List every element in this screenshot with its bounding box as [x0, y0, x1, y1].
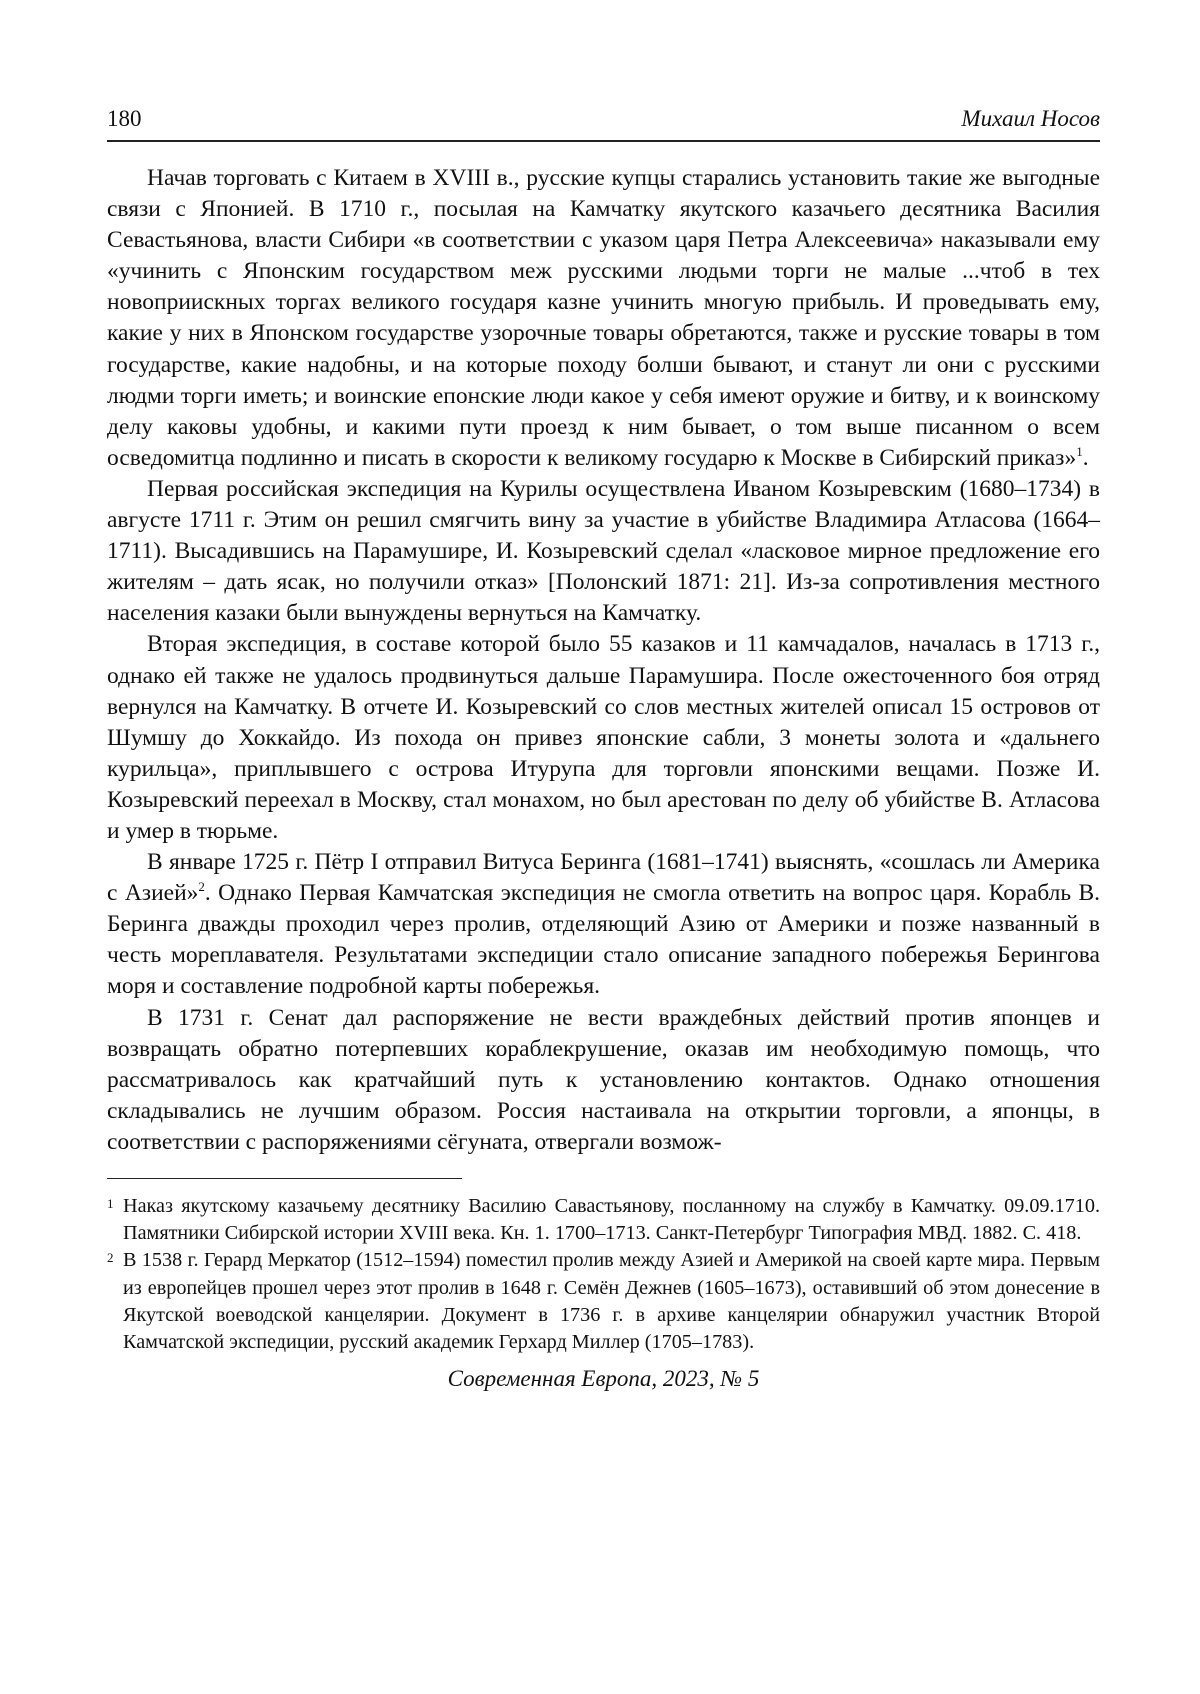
footnote-1 — [107, 1193, 1100, 1247]
footnote-mark: 1 — [107, 1196, 114, 1211]
footnote-mark: 2 — [107, 1250, 114, 1266]
paragraph-4 — [107, 847, 1100, 1002]
footnote-2 — [107, 1247, 1100, 1356]
footnote-divider — [107, 1178, 462, 1179]
paragraph-1 — [107, 163, 1100, 474]
paragraph-text-tail: . Однако Первая Камчатская экспедиция не смогла ответить на вопрос царя. Корабль В. Беринга дважды проходил через пролив, отделяющий Азию от Америки и позже названный в честь мореплавателя. Результатами экспедиции стало описание западного побережья Берингова моря и составление подробной карты побережья. — [107, 880, 1100, 1000]
footnote-ref-2[interactable]: 2 — [198, 879, 205, 895]
paragraph-2 — [107, 474, 1100, 629]
footnote-ref-1[interactable]: 1 — [1076, 444, 1083, 460]
page-number: 180 — [107, 106, 142, 131]
footnote-text: Наказ якутскому казачьему десятнику Василию Савастьянову, посланному на службу в Камчатку. 09.09.1710. Памятники Сибирской истории XVIII века. Кн. 1. 1700–1713. Санкт-Петербург Типография МВД. 1882. С. 418. — [123, 1195, 1100, 1245]
footnotes — [107, 1193, 1100, 1356]
paragraph-text: В 1731 г. Сенат дал распоряжение не вести враждебных действий против японцев и возвращать обратно потерпевших кораблекрушение, оказав им необходимую помощь, что рассматривалось как кратчайший путь к установлению контактов. Однако отношения складывались не лучшим образом. Россия настаивала на открытии торговли, а японцы, в соответствии с распоряжениями сёгуната, отвергали возмож- — [107, 1004, 1100, 1155]
author-name: Михаил Носов — [961, 106, 1100, 131]
article-body — [107, 163, 1100, 1158]
paragraph-text: Начав торговать с Китаем в XVIII в., русские купцы старались установить такие же выгодные связи с Японией. В 1710 г., посылая на Камчатку якутского казачьего десятника Василия Севастьянова, власти Сибири «в соответствии с указом царя Петра Алексеевича» наказывали ему «учинить с Японским государством меж русскими людьми торги не малые ...чтоб в тех новоприискных торгах великого государя казне учинить многую прибыль. И проведывать ему, какие у них в Японском государстве узорочные товары обретаются, также и русские товары в том государстве, какие надобны, и на которые походу болши бывают, и станут ли они с русскими людми торги иметь; и воинские епонские люди какое у себя имеют оружие и битву, и к воинскому делу каковы удобны, и какими пути проезд к ним бывает, о том выше писанном о всем осведомитца подлинно и писать в скорости к великому государю к Москве в Сибирский приказ» — [107, 165, 1100, 471]
journal-page — [107, 100, 1100, 1392]
paragraph-text-tail: . — [1082, 444, 1089, 471]
journal-footer: Современная Европа, 2023, № 5 — [447, 1366, 760, 1392]
running-header — [107, 100, 1100, 142]
paragraph-3 — [107, 629, 1100, 847]
paragraph-text: Вторая экспедиция, в составе которой было 55 казаков и 11 камчадалов, началась в 1713 г., однако ей также не удалось продвинуться дальше Парамушира. После ожесточенного боя отряд вернулся на Камчатку. В отчете И. Козыревский со слов местных жителей описал 15 островов от Шумшу до Хоккайдо. Из похода он привез японские сабли, 3 монеты золота и «дальнего курильца», приплывшего с острова Итурупа для торговли японскими вещами. Позже И. Козыревский переехал в Москву, стал монахом, но был арестован по делу об убийстве В. Атласова и умер в тюрьме. — [107, 631, 1100, 844]
footnote-text: В 1538 г. Герард Меркатор (1512–1594) поместил пролив между Азией и Америкой на своей карте мира. Первым из европейцев прошел через этот пролив в 1648 г. Семён Дежнев (1605–1673), оставивший об этом донесение в Якутской воеводской канцелярии. Документ в 1736 г. в архиве канцелярии обнаружил участник Второй Камчатской экспедиции, русский академик Герхард Миллер (1705–1783). — [123, 1249, 1100, 1354]
paragraph-text: Первая российская экспедиция на Курилы осуществлена Иваном Козыревским (1680–1734) в августе 1711 г. Этим он решил смягчить вину за участие в убийстве Владимира Атласова (1664–1711). Высадившись на Парамушире, И. Козыревский сделал «ласковое мирное предложение его жителям – дать ясак, но получили отказ» [Полонский 1871: 21]. Из-за сопротивления местного населения казаки были вынуждены вернуться на Камчатку. — [107, 475, 1100, 627]
paragraph-5 — [107, 1003, 1100, 1158]
paragraph-text: В январе 1725 г. Пётр I отправил Витуса Беринга (1681–1741) выяснять, «сошлась ли Америка с Азией» — [107, 849, 1100, 907]
